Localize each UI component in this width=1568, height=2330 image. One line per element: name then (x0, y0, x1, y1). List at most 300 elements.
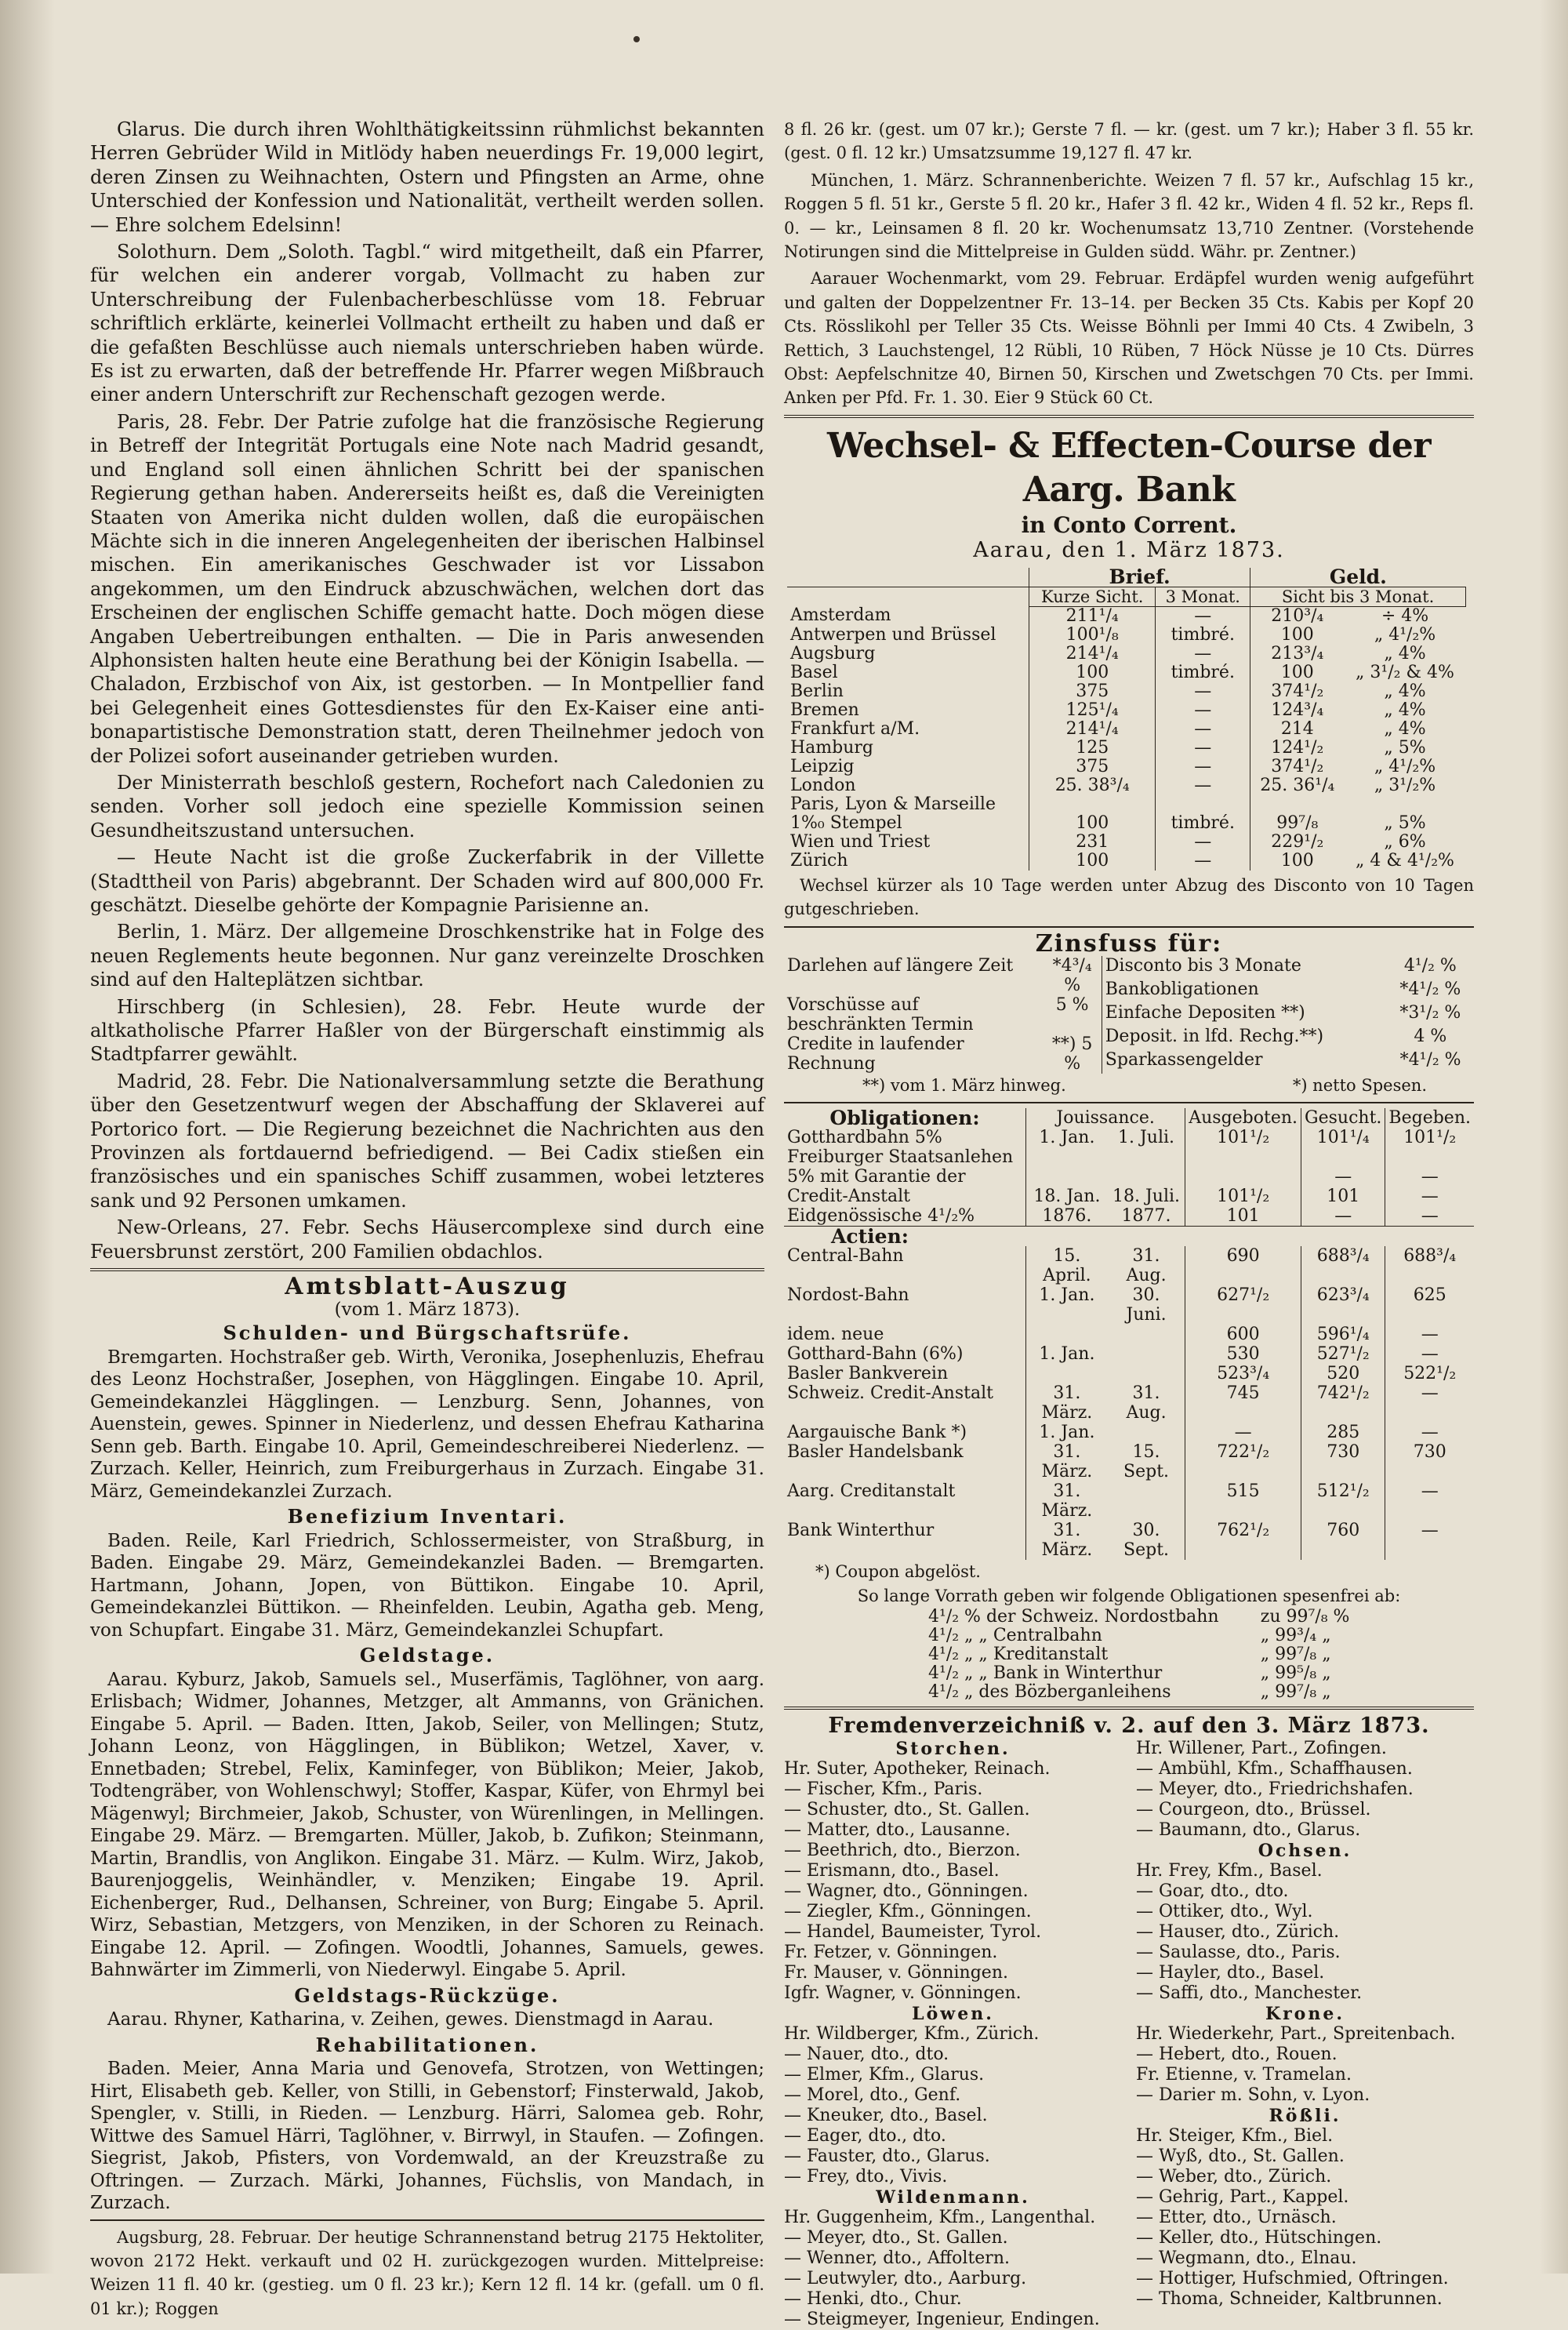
zinsfuss-note-right: *) netto Spesen. (1292, 1075, 1427, 1095)
guest-entry: Hr. Frey, Kfm., Basel. (1136, 1860, 1323, 1881)
guest-entry: — Henki, dto., Chur. (784, 2288, 962, 2309)
guest-entry: — Steigmeyer, Ingenieur, Endingen. (784, 2309, 1100, 2329)
fremdenverzeichnis-title: Fremdenverzeichniß v. 2. auf den 3. März 1873. (828, 1714, 1430, 1739)
fx-rate: „ 4% (1384, 643, 1426, 663)
guest-entry: — Courgeon, dto., Brüssel. (1136, 1799, 1371, 1819)
zinsfuss-notes (784, 1074, 1474, 1097)
fx-header-geld: Geld. (1250, 568, 1466, 587)
guest-entry: — Hottiger, Hufschmied, Oftringen. (1136, 2268, 1449, 2288)
section-divider (90, 1268, 764, 1271)
fx-kurze-sicht: 375 (1029, 682, 1156, 701)
fx-kurze-sicht: 214¹/₄ (1029, 720, 1156, 739)
guest-entry: — Beethrich, dto., Bierzon. (784, 1840, 1021, 1860)
begeben-value: — (1385, 1325, 1474, 1344)
fx-kurze-sicht: 100 (1029, 814, 1156, 833)
zinsfuss-right-table (1102, 956, 1474, 1074)
fx-header-brief: Brief. (1029, 568, 1250, 587)
fx-3-monat: — (1156, 739, 1250, 758)
fx-3-monat: — (1156, 606, 1250, 626)
zins-value: *3¹/₂ % (1399, 1002, 1461, 1023)
fx-place: Berlin (790, 681, 844, 701)
obligation-row (784, 1128, 1474, 1147)
zinsfuss-title: Zinsfuss für: (1035, 929, 1223, 958)
zins-value: 5 % (1055, 994, 1089, 1015)
fx-row (787, 833, 1466, 852)
begeben-value: — (1385, 1167, 1474, 1187)
jouissance-2 (1108, 1167, 1185, 1187)
begeben-value: 522¹/₂ (1385, 1364, 1474, 1383)
actien-row (784, 1442, 1474, 1481)
fx-3-monat: timbré. (1156, 663, 1250, 682)
hotel-storchen: Storchen. (895, 1738, 1011, 1759)
guest-entry: — Wenner, dto., Affoltern. (784, 2248, 1010, 2268)
obligationen-header: Obligationen: (829, 1107, 980, 1130)
zinsfuss-left-table (784, 956, 1102, 1074)
guest-entry: Hr. Steiger, Kfm., Biel. (1136, 2125, 1334, 2146)
article-augsburg-continued: 8 fl. 26 kr. (gest. um 07 kr.); Gerste 7 fl. — kr. (gest. um 7 kr.); Haber 3 fl. 55 kr. (gest. 0 fl. 12 kr.) Umsatzsumme 19,127 fl. 47 kr. (784, 120, 1474, 163)
obligation-row (784, 1167, 1474, 1187)
fx-sicht: 100 (1250, 852, 1345, 871)
zins-label: Einfache Depositen **) (1105, 1002, 1305, 1023)
jouissance-2 (1108, 1481, 1185, 1521)
fx-row (787, 645, 1466, 663)
article-muenchen: München, 1. März. Schrannenberichte. Weizen 7 fl. 57 kr., Aufschlag 15 kr., Roggen 5 fl. 51 kr., Gerste 5 fl. 20 kr., Hafer 3 fl. 42 kr., Widen 4 fl. 52 kr., Reps fl. 0. — kr., Leinsamen 8 fl. 20 kr. Wochenumsatz 13,710 Zentner. (Vorstehende Notirungen sind die Mittelpreise in Gulden südd. Währ. pr. Zentner.) (784, 170, 1474, 262)
fx-row (787, 682, 1466, 701)
begeben-header: Begeben. (1385, 1108, 1474, 1128)
fx-kurze-sicht: 25. 38³/₄ (1029, 776, 1156, 795)
guest-list (784, 1739, 1474, 2330)
begeben-value: — (1385, 1187, 1474, 1206)
jouissance-2: 31. Aug. (1126, 1246, 1167, 1286)
gesucht-value: 101¹/₄ (1301, 1128, 1385, 1147)
jouissance-2: 31. Aug. (1126, 1383, 1167, 1423)
gesucht-value: 520 (1301, 1364, 1385, 1383)
ausgeboten-value (1185, 1167, 1301, 1187)
fx-rate: „ 4% (1384, 718, 1426, 739)
jouissance-1 (1026, 1167, 1108, 1187)
fx-place: Amsterdam (790, 605, 891, 626)
guest-entry: Igfr. Wagner, v. Gönningen. (784, 1983, 1022, 2003)
fx-place: Bremen (790, 700, 859, 720)
fx-row (787, 663, 1466, 682)
jouissance-2: 18. Juli. (1112, 1187, 1181, 1207)
exchange-rates-date: Aarau, den 1. März 1873. (973, 538, 1285, 563)
gesucht-value: 101 (1301, 1187, 1385, 1206)
section-rueckzuege: Geldstags-Rückzüge. (294, 1983, 561, 2007)
guest-entry: Hr. Willener, Part., Zofingen. (1136, 1738, 1387, 1758)
fx-3-monat: — (1156, 776, 1250, 795)
fx-kurze-sicht: 100¹/₈ (1029, 626, 1156, 645)
fx-row (787, 776, 1466, 795)
obligation-row (784, 1206, 1474, 1227)
fx-rate (1344, 795, 1465, 814)
jouissance-1: 31. März. (1026, 1442, 1108, 1481)
section-divider (784, 926, 1474, 928)
jouissance-2: 1877. (1121, 1206, 1171, 1227)
guest-entry: — Hauser, dto., Zürich. (1136, 1921, 1340, 1942)
guest-entry: — Elmer, Kfm., Glarus. (784, 2064, 985, 2085)
guest-entry: — Matter, dto., Lausanne. (784, 1819, 1011, 1840)
gesucht-value: 623³/₄ (1301, 1285, 1385, 1325)
guest-entry: — Schuster, dto., St. Gallen. (784, 1799, 1030, 1819)
security-name: Basler Handelsbank (787, 1442, 964, 1463)
fx-3-monat: — (1156, 758, 1250, 776)
fx-kurze-sicht: 211¹/₄ (1029, 606, 1156, 626)
ausgeboten-value: — (1185, 1423, 1301, 1442)
article-berlin: Berlin, 1. März. Der allgemeine Droschkenstrike hat in Folge des neuen Reglements heute begonnen. Nur ganz vereinzelte Droschken sind auf den Halteplätzen sichtbar. (90, 921, 764, 991)
guest-entry: — Meyer, dto., St. Gallen. (784, 2227, 1008, 2248)
actien-row (784, 1364, 1474, 1383)
jouissance-2 (1108, 1325, 1185, 1344)
jouissance-1: 15. April. (1026, 1246, 1108, 1285)
article-glarus: Glarus. Die durch ihren Wohlthätigkeitssinn rühmlichst bekannten Herren Gebrüder Wild in Mitlödy haben neuerdings Fr. 19,000 legirt, deren Zinsen zu Weihnachten, Ostern und Pfingsten an Arme, ohne Unterschied der Konfession und Nationalität, vertheilt werden sollen. — Ehre solchem Edelsinn! (90, 118, 764, 236)
section-schulden: Schulden- und Bürgschaftsrüfe. (223, 1321, 632, 1345)
ausgeboten-value: 722¹/₂ (1185, 1442, 1301, 1481)
spesenfrei-value: „ 99⁷/₈ „ (1260, 1645, 1331, 1665)
page-gutter-shadow (0, 0, 55, 2274)
gesucht-value: 760 (1301, 1521, 1385, 1560)
zinsfuss-block (784, 956, 1474, 1074)
ausgeboten-header: Ausgeboten. (1185, 1108, 1301, 1128)
fx-rate: „ 4% (1384, 700, 1426, 720)
guest-entry: — Eager, dto., dto. (784, 2125, 946, 2146)
begeben-value: — (1385, 1521, 1474, 1560)
actien-header: Actien: (784, 1227, 1474, 1247)
fx-3-monat: — (1156, 852, 1250, 871)
fx-kurze-sicht: 125¹/₄ (1029, 701, 1156, 720)
jouissance-2 (1108, 1364, 1185, 1383)
security-name: Credit-Anstalt (787, 1187, 910, 1207)
fx-place: Frankfurt a/M. (790, 718, 920, 739)
amtsblatt-section (90, 1273, 764, 2215)
security-name: Bank Winterthur (787, 1521, 935, 1541)
fx-sicht (1250, 795, 1345, 814)
begeben-value: — (1385, 1206, 1474, 1227)
guest-entry: — Thoma, Schneider, Kaltbrunnen. (1136, 2288, 1443, 2309)
zinsfuss-note-left: **) vom 1. März hinweg. (862, 1075, 1066, 1095)
guest-entry: — Hebert, dto., Rouen. (1136, 2044, 1338, 2064)
hotel-ochsen: Ochsen. (1258, 1840, 1352, 1861)
fx-sicht: 100 (1250, 663, 1345, 682)
fx-3-monat (1156, 795, 1250, 814)
guest-entry: — Darier m. Sohn, v. Lyon. (1136, 2085, 1370, 2105)
obligation-row (784, 1147, 1474, 1167)
fx-sicht: 25. 36¹/₄ (1250, 776, 1345, 795)
guest-entry: — Goar, dto., dto. (1136, 1881, 1289, 1901)
begeben-value: — (1385, 1481, 1474, 1521)
right-column (784, 118, 1474, 2330)
zins-label: Sparkassengelder (1105, 1049, 1263, 1070)
left-column (90, 118, 764, 2324)
hotel-krone: Krone. (1265, 2003, 1345, 2024)
spesenfrei-table (925, 1608, 1364, 1702)
fx-kurze-sicht: 375 (1029, 758, 1156, 776)
spesenfrei-note: So lange Vorrath geben wir folgende Obligationen spesenfrei ab: (857, 1586, 1401, 1605)
fx-row (787, 795, 1466, 814)
fx-sicht: 100 (1250, 626, 1345, 645)
jouissance-2: 30. Sept. (1123, 1521, 1170, 1561)
guest-entry: — Kneuker, dto., Basel. (784, 2105, 988, 2125)
jouissance-1: 1. Jan. (1026, 1285, 1108, 1325)
jouissance-2: 30. Juni. (1126, 1285, 1167, 1325)
fx-row (787, 720, 1466, 739)
ausgeboten-value: 600 (1185, 1325, 1301, 1344)
fx-row (787, 739, 1466, 758)
zins-value: *4¹/₂ % (1399, 1049, 1461, 1070)
jouissance-1 (1026, 1147, 1108, 1167)
guest-entry: — Saulasse, dto., Paris. (1136, 1942, 1341, 1962)
rehabilitationen-text: Baden. Meier, Anna Maria und Genovefa, Strotzen, von Wettingen; Hirt, Elisabeth geb. Keller, von Stilli, in Gebenstorf; Finsterwald, Jakob, Spengler, v. Stilli, in Rieden. — Lenzburg. Härri, Salomea geb. Rohr, Wittwe des Samuel Härri, Taglöhner, v. Birrwyl, in Staufen. — Zofingen. Siegrist, Jakob, Pfisters, von Vordemwald, an der Kreuzstraße zu Oftringen. — Zurzach. Märki, Johannes, Füchslis, von Mandach, in Zurzach. (90, 2059, 764, 2214)
section-divider (784, 1707, 1474, 1710)
section-rehabilitationen: Rehabilitationen. (315, 2033, 539, 2056)
fx-3-monat: — (1156, 833, 1250, 852)
guest-entry: — Hayler, dto., Basel. (1136, 1962, 1325, 1983)
jouissance-1: 31. März. (1026, 1481, 1108, 1521)
zins-label: Vorschüsse auf beschränkten Termin (787, 994, 974, 1034)
jouissance-2 (1108, 1147, 1185, 1167)
jouissance-1: 31. März. (1026, 1521, 1108, 1560)
fx-rate: „ 3¹/₂% (1374, 775, 1436, 795)
fx-3-monat: — (1156, 720, 1250, 739)
begeben-value: 688³/₄ (1385, 1246, 1474, 1285)
fx-kurze-sicht: 100 (1029, 663, 1156, 682)
fx-place: Zürich (790, 850, 848, 871)
actien-row (784, 1344, 1474, 1364)
jouissance-1: 1876. (1026, 1206, 1108, 1227)
guest-entry: Hr. Wiederkehr, Part., Spreitenbach. (1136, 2023, 1456, 2044)
ausgeboten-value: 745 (1185, 1383, 1301, 1423)
ausgeboten-value: 101 (1185, 1206, 1301, 1227)
fx-kurze-sicht (1029, 795, 1156, 814)
gesucht-value: 596¹/₄ (1301, 1325, 1385, 1344)
fx-kurze-sicht: 100 (1029, 852, 1156, 871)
section-divider (784, 1102, 1474, 1103)
section-divider (90, 2219, 764, 2221)
fx-place: Hamburg (790, 737, 874, 758)
fx-sicht: 214 (1250, 720, 1345, 739)
guest-entry: — Wagner, dto., Gönningen. (784, 1881, 1029, 1901)
security-name: 5% mit Garantie der (787, 1167, 966, 1187)
amtsblatt-date: (vom 1. März 1873). (334, 1299, 521, 1320)
actien-row (784, 1481, 1474, 1521)
ausgeboten-value: 101¹/₂ (1185, 1128, 1301, 1147)
page-right-edge (1540, 0, 1568, 2274)
actien-row (784, 1246, 1474, 1285)
guest-entry: Hr. Suter, Apotheker, Reinach. (784, 1758, 1051, 1779)
guest-entry: — Fauster, dto., Glarus. (784, 2146, 990, 2166)
section-geldstage: Geldstage. (359, 1644, 495, 1667)
fx-subheader-kurze-sicht: Kurze Sicht. (1029, 587, 1156, 606)
guest-entry: — Ambühl, Kfm., Schaffhausen. (1136, 1758, 1413, 1779)
spesenfrei-value: „ 99³/₄ „ (1260, 1626, 1331, 1646)
security-name: Gotthardbahn 5% (787, 1128, 942, 1148)
guest-entry: Fr. Etienne, v. Tramelan. (1136, 2064, 1352, 2085)
section-divider (784, 415, 1474, 418)
gesucht-value: 730 (1301, 1442, 1385, 1481)
gesucht-value: 285 (1301, 1423, 1385, 1442)
ausgeboten-value: 515 (1185, 1481, 1301, 1521)
zins-value: **) 5 % (1051, 1034, 1093, 1074)
begeben-value: 730 (1385, 1442, 1474, 1481)
amtsblatt-title: Amtsblatt-Auszug (285, 1273, 570, 1301)
zins-label: Deposit. in lfd. Rechg.**) (1105, 1026, 1324, 1046)
security-name: Eidgenössische 4¹/₂% (787, 1206, 975, 1227)
zins-label: Disconto bis 3 Monate (1105, 955, 1301, 976)
article-augsburg: Augsburg, 28. Februar. Der heutige Schrannenstand betrug 2175 Hektoliter, wovon 2172 Hekt. verkauft und 02 H. zurückgezogen wurden. Mittelpreise: Weizen 11 fl. 40 kr. (gestieg. um 0 fl. 23 kr.); Kern 12 fl. 14 kr. (gefall. um 0 fl. 01 kr.); Roggen (90, 2227, 764, 2318)
fx-3-monat: timbré. (1156, 626, 1250, 645)
obligation-row (784, 1187, 1474, 1206)
guest-entry: — Keller, dto., Hütschingen. (1136, 2227, 1382, 2248)
guest-entry: Fr. Fetzer, v. Gönningen. (784, 1942, 998, 1962)
fx-place: Wien und Triest (790, 831, 931, 852)
guest-list-left (784, 1739, 1122, 2330)
zins-label: Darlehen auf längere Zeit (787, 955, 1014, 976)
fx-rate: „ 4¹/₂% (1374, 756, 1436, 776)
ausgeboten-value: 101¹/₂ (1185, 1187, 1301, 1206)
guest-entry: — Baumann, dto., Glarus. (1136, 1819, 1361, 1840)
security-name: Aargauische Bank *) (787, 1423, 967, 1443)
fx-place: Augsburg (790, 643, 876, 663)
ink-speck (633, 36, 640, 42)
fx-rate: „ 4 & 4¹/₂% (1356, 850, 1454, 871)
spesenfrei-item: 4¹/₂ „ „ Bank in Winterthur (928, 1663, 1163, 1684)
security-name: Central-Bahn (787, 1246, 904, 1267)
jouissance-1 (1026, 1364, 1108, 1383)
security-name: Gotthard-Bahn (6%) (787, 1344, 964, 1365)
jouissance-2 (1108, 1423, 1185, 1442)
ausgeboten-value (1185, 1147, 1301, 1167)
obligationen-table (784, 1108, 1474, 1560)
begeben-value: 625 (1385, 1285, 1474, 1325)
guest-entry: — Erismann, dto., Basel. (784, 1860, 1000, 1881)
hotel-wildenmann: Wildenmann. (876, 2186, 1030, 2208)
actien-row (784, 1521, 1474, 1560)
security-name: Freiburger Staatsanlehen (787, 1147, 1014, 1168)
guest-entry: — Ziegler, Kfm., Gönningen. (784, 1901, 1032, 1921)
gesucht-value: 742¹/₂ (1301, 1383, 1385, 1423)
fx-kurze-sicht: 214¹/₄ (1029, 645, 1156, 663)
article-hirschberg: Hirschberg (in Schlesien), 28. Febr. Heute wurde der altkatholische Pfarrer Haßler von der Bürgerschaft einstimmig als Stadtpfarrer gewählt. (90, 995, 764, 1066)
fx-rate: „ 6% (1384, 831, 1426, 852)
fx-place: Paris, Lyon & Marseille (790, 794, 996, 814)
guest-entry: — Gehrig, Part., Kappel. (1136, 2186, 1349, 2207)
guest-entry: — Meyer, dto., Friedrichshafen. (1136, 1779, 1414, 1799)
spesenfrei-item: 4¹/₂ „ „ Centralbahn (928, 1626, 1102, 1646)
gesucht-value (1301, 1147, 1385, 1167)
zins-value: *4¹/₂ % (1399, 979, 1461, 999)
spesenfrei-item: 4¹/₂ % der Schweiz. Nordostbahn (928, 1607, 1219, 1627)
guest-entry: — Ottiker, dto., Wyl. (1136, 1901, 1313, 1921)
fx-rate: „ 5% (1384, 812, 1426, 833)
fx-place: London (790, 775, 856, 795)
fx-row (787, 701, 1466, 720)
fx-rate: „ 4% (1384, 681, 1426, 701)
fx-rate: „ 3¹/₂ & 4% (1356, 662, 1454, 682)
fx-place: 1%₀ Stempel (790, 812, 902, 833)
ausgeboten-value: 523³/₄ (1185, 1364, 1301, 1383)
fx-rate: ÷ 4% (1381, 605, 1429, 626)
zins-label: Bankobligationen (1105, 979, 1259, 999)
guest-entry: — Wyß, dto., St. Gallen. (1136, 2146, 1345, 2166)
guest-entry: Fr. Mauser, v. Gönningen. (784, 1962, 1008, 1983)
jouissance-1: 18. Jan. (1026, 1187, 1108, 1206)
begeben-value: — (1385, 1423, 1474, 1442)
gesucht-value: 512¹/₂ (1301, 1481, 1385, 1521)
actien-row (784, 1325, 1474, 1344)
schulden-text: Bremgarten. Hochstraßer geb. Wirth, Veronika, Josephenluzis, Ehefrau des Leonz Hochstraßer, Josephen, von Hägglingen. Eingabe 10. April, Gemeindekanzlei Hägglingen. — Lenzburg. Senn, Johannes, von Auenstein, gewes. Spinner in Niederlenz, und dessen Ehefrau Katharina Senn geb. Barth. Eingabe 10. April, Gemeindeschreiberei Niederlenz. — Zurzach. Keller, Heinrich, zum Freiburgerhaus in Zurzach. Eingabe 31. März, Gemeindekanzlei Zurzach. (90, 1347, 764, 1502)
fx-3-monat: timbré. (1156, 814, 1250, 833)
geldstage-text: Aarau. Kyburz, Jakob, Samuels sel., Muserfämis, Taglöhner, von aarg. Erlisbach; Widmer, Johannes, Metzger, alt Ammanns, von Gränichen. Eingabe 5. April. — Baden. Itten, Jakob, Seiler, von Mellingen; Stutz, Johann Leonz, von Hägglingen, in Büblikon; Wetzel, Xaver, v. Ennetbaden; Strebel, Felix, Kaminfeger, von Büblikon; Meier, Jakob, Todtengräber, von Wohlenschwyl; Stoffer, Kaspar, Küfer, von Ehrmyl bei Mägenwyl; Birchmeier, Jakob, Schuster, von Würenlingen, in Mellingen. Eingabe 29. März. — Bremgarten. Müller, Jakob, b. Zufikon; Steinmann, Martin, Brandlis, von Anglikon. Eingabe 31. März. — Kulm. Wirz, Jakob, Baurenjoggelis, Weinhändler, v. Menziken; Eingabe 19. April. Eichenberger, Rud., Delhansen, Schreiner, von Burg; Eingabe 5. April. Wirz, Sebastian, Metzgers, von Menziken, in der Schoren zu Reinach. Eingabe 12. April. — Zofingen. Woodtli, Johannes, Samuels, gewes. Bahnwärter im Zimmerli, von Niederwyl. Eingabe 5. April. (90, 1669, 764, 1981)
guest-entry: Hr. Wildberger, Kfm., Zürich. (784, 2023, 1040, 2044)
actien-row (784, 1383, 1474, 1423)
fx-subheader-3-monat: 3 Monat. (1156, 587, 1250, 606)
zins-value: 4¹/₂ % (1403, 955, 1457, 976)
guest-list-right (1136, 1739, 1474, 2330)
exchange-rates-note: Wechsel kürzer als 10 Tage werden unter Abzug des Disconto von 10 Tagen gutgeschrieben. (784, 875, 1474, 919)
gesucht-value: 688³/₄ (1301, 1246, 1385, 1285)
jouissance-1: 1. Jan. (1026, 1128, 1108, 1147)
begeben-value: 101¹/₂ (1385, 1128, 1474, 1147)
guest-entry: — Nauer, dto., dto. (784, 2044, 949, 2064)
guest-entry: — Wegmann, dto., Elnau. (1136, 2248, 1357, 2268)
jouissance-2: 15. Sept. (1123, 1442, 1170, 1482)
zins-label: Credite in laufender Rechnung (787, 1034, 964, 1074)
jouissance-2 (1108, 1344, 1185, 1364)
fx-3-monat: — (1156, 682, 1250, 701)
guest-entry: — Morel, dto., Genf. (784, 2085, 961, 2105)
fx-kurze-sicht: 125 (1029, 739, 1156, 758)
fx-sicht: 374¹/₂ (1250, 682, 1345, 701)
fx-sicht: 374¹/₂ (1250, 758, 1345, 776)
begeben-value: — (1385, 1383, 1474, 1423)
spesenfrei-value: „ 99⁵/₈ „ (1260, 1663, 1331, 1684)
guest-entry: — Handel, Baumeister, Tyrol. (784, 1921, 1042, 1942)
security-name: Nordost-Bahn (787, 1285, 909, 1306)
fx-place: Antwerpen und Brüssel (790, 624, 996, 645)
guest-entry: — Etter, dto., Urnäsch. (1136, 2207, 1337, 2227)
ausgeboten-value: 530 (1185, 1344, 1301, 1364)
exchange-rates-title: Wechsel- & Effecten-Course der Aarg. Bank (826, 425, 1432, 510)
fx-subheader-sicht-bis-3-monat: Sicht bis 3 Monat. (1250, 587, 1466, 606)
jouissance-1: 1. Jan. (1026, 1423, 1108, 1442)
gesucht-value: 527¹/₂ (1301, 1344, 1385, 1364)
fx-place: Basel (790, 662, 838, 682)
guest-entry: Hr. Guggenheim, Kfm., Langenthal. (784, 2207, 1096, 2227)
ausgeboten-value: 627¹/₂ (1185, 1285, 1301, 1325)
article-paris: Paris, 28. Febr. Der Patrie zufolge hat die französische Regierung in Betreff der Integrität Portugals eine Note nach Madrid gesandt, und England soll einen ähnlichen Schritt bei der spanischen Regierung gethan haben. Andererseits heißt es, daß die Vereinigten Staaten von Amerika nicht dulden wollen, daß die europäischen Mächte sich in die inneren Angelegenheiten der iberischen Halbinsel mischen. Ein amerikanisches Geschwader ist vor Lissabon angekommen, um den Eindruck abzuschwächen, welchen dort das Erscheinen der englischen Schiffe gemacht hatte. Doch mögen diese Angaben Uebertreibungen enthalten. — Die in Paris anwesenden Alphonsisten halten heute eine Berathung bei der Königin Isabella. — Chaladon, Erzbischof von Aix, ist gestorben. — In Montpellier fand bei Gelegenheit eines Gottesdienstes für den Ex-Kaiser eine anti-bonapartistische Demonstration statt, deren Theilnehmer jedoch von der Polizei sofort auseinander getrieben wurden. (90, 410, 764, 767)
fx-row (787, 758, 1466, 776)
spesenfrei-item: 4¹/₂ „ „ Kreditanstalt (928, 1645, 1109, 1665)
ausgeboten-value: 762¹/₂ (1185, 1521, 1301, 1560)
exchange-rates-subtitle: in Conto Corrent. (1021, 511, 1237, 538)
hotel-roessli: Rößli. (1269, 2105, 1341, 2126)
coupon-note: *) Coupon abgelöst. (815, 1562, 981, 1582)
fx-row (787, 852, 1466, 871)
gesucht-header: Gesucht. (1301, 1108, 1385, 1128)
section-benefizium: Benefizium Inventari. (287, 1505, 568, 1528)
fx-sicht: 210³/₄ (1250, 606, 1345, 626)
article-new-orleans: New-Orleans, 27. Febr. Sechs Häusercomplexe sind durch eine Feuersbrunst zerstört, 200 Familien obdachlos. (90, 1216, 764, 1263)
actien-row (784, 1285, 1474, 1325)
fx-sicht: 229¹/₂ (1250, 833, 1345, 852)
spesenfrei-value: „ 99⁷/₈ „ (1260, 1682, 1331, 1703)
gesucht-value: — (1301, 1167, 1385, 1187)
rueckzuege-text: Aarau. Rhyner, Katharina, v. Zeihen, gewes. Dienstmagd in Aarau. (107, 2009, 714, 2030)
guest-entry: — Saffi, dto., Manchester. (1136, 1983, 1363, 2003)
fx-place: Leipzig (790, 756, 855, 776)
spesenfrei-item: 4¹/₂ „ des Bözberganleihens (928, 1682, 1171, 1703)
begeben-value (1385, 1147, 1474, 1167)
